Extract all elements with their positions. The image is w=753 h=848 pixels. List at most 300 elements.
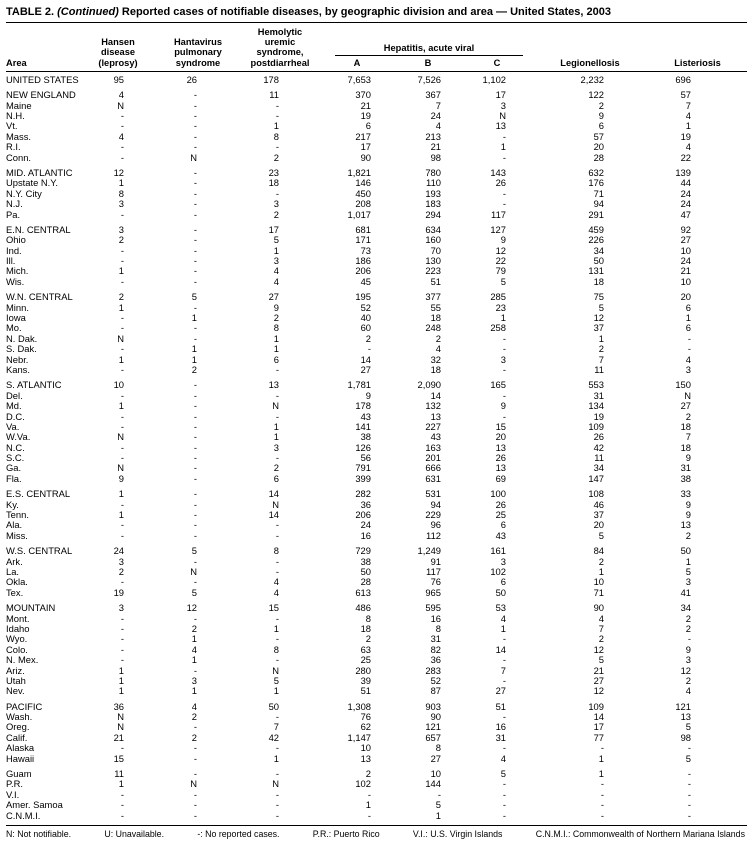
value-cell: 69: [495, 472, 506, 484]
hepatitis-subheaders: [321, 58, 531, 68]
column-header-legionellosis: [531, 27, 649, 71]
value-cell: -: [193, 99, 197, 111]
value-cell: 28: [360, 576, 371, 588]
value-cell: 8: [273, 643, 279, 655]
table-row: [6, 676, 747, 686]
value-cell: 3: [191, 674, 197, 686]
value-cell: -: [437, 788, 441, 800]
value-cell: 2: [365, 332, 371, 344]
value-cell: 1: [273, 685, 279, 697]
value-cell: 13: [495, 120, 506, 132]
value-cell: 43: [360, 410, 371, 422]
value-cell: -: [120, 612, 124, 624]
area-cell: Maine: [6, 99, 32, 111]
value-cell: 44: [680, 177, 691, 189]
value-cell: -: [120, 410, 124, 422]
area-cell: Ohio: [6, 234, 26, 246]
value-cell: 146: [355, 177, 371, 189]
area-cell: V.I.: [6, 788, 20, 800]
table-row: [6, 769, 747, 779]
value-cell: -: [120, 255, 124, 267]
table-row: [6, 142, 747, 152]
value-cell: 27: [680, 400, 691, 412]
area-cell: S. ATLANTIC: [6, 379, 62, 391]
value-cell: 1,249: [417, 545, 441, 557]
value-cell: 56: [360, 452, 371, 464]
value-cell: 3: [685, 576, 691, 588]
value-cell: 132: [425, 400, 441, 412]
value-cell: 7,653: [347, 73, 371, 85]
value-cell: -: [275, 612, 279, 624]
value-cell: 6: [685, 301, 691, 313]
value-cell: 4: [435, 343, 441, 355]
value-cell: -: [193, 431, 197, 443]
value-cell: 42: [268, 731, 279, 743]
value-cell: 17: [268, 223, 279, 235]
area-cell: Wyo.: [6, 633, 28, 645]
value-cell: 134: [588, 400, 604, 412]
value-cell: 27: [680, 234, 691, 246]
title-continued: (Continued): [54, 6, 122, 18]
table-row: [6, 686, 747, 696]
value-cell: -: [687, 799, 691, 811]
title-prefix: TABLE 2.: [6, 6, 55, 18]
value-cell: 486: [355, 602, 371, 614]
value-cell: 50: [495, 586, 506, 598]
value-cell: 2: [118, 291, 124, 303]
table-row: [6, 292, 747, 302]
area-cell: Vt.: [6, 120, 18, 132]
area-cell: Md.: [6, 400, 22, 412]
value-cell: 2,232: [580, 73, 604, 85]
value-cell: -: [502, 809, 506, 821]
value-cell: 1: [685, 312, 691, 324]
value-cell: -: [120, 141, 124, 153]
value-cell: -: [367, 343, 371, 355]
value-cell: 7: [685, 99, 691, 111]
value-cell: 22: [495, 255, 506, 267]
value-cell: 12: [593, 685, 604, 697]
value-cell: -: [120, 633, 124, 645]
value-cell: 5: [500, 275, 506, 287]
value-cell: 13: [495, 462, 506, 474]
value-cell: -: [502, 742, 506, 754]
value-cell: 127: [490, 223, 506, 235]
value-cell: 165: [490, 379, 506, 391]
value-cell: -: [275, 389, 279, 401]
value-cell: 131: [588, 265, 604, 277]
value-cell: 2: [598, 99, 604, 111]
value-cell: 370: [355, 89, 371, 101]
table-row: [6, 101, 747, 111]
value-cell: 450: [355, 187, 371, 199]
value-cell: 87: [430, 685, 441, 697]
table-row: [6, 510, 747, 520]
area-cell: Colo.: [6, 643, 28, 655]
value-cell: 632: [588, 166, 604, 178]
value-cell: 28: [593, 151, 604, 163]
value-cell: 38: [680, 472, 691, 484]
header-line: Area: [6, 57, 27, 68]
area-cell: Kans.: [6, 363, 30, 375]
value-cell: 4: [685, 353, 691, 365]
value-cell: 1: [598, 566, 604, 577]
value-cell: 27: [593, 674, 604, 686]
value-cell: 8: [273, 322, 279, 334]
value-cell: 1: [500, 141, 506, 153]
value-cell: 130: [425, 255, 441, 267]
column-header-hepatitis-c: C: [493, 57, 501, 68]
value-cell: -: [502, 778, 506, 790]
value-cell: 26: [495, 452, 506, 464]
value-cell: 5: [191, 291, 197, 303]
value-cell: 12: [593, 643, 604, 655]
value-cell: -: [193, 420, 197, 432]
value-cell: 595: [425, 602, 441, 614]
value-cell: 143: [490, 166, 506, 178]
value-cell: -: [502, 799, 506, 811]
area-cell: S.C.: [6, 452, 25, 464]
table-row: [6, 380, 747, 390]
value-cell: -: [120, 244, 124, 256]
value-cell: 91: [430, 555, 441, 567]
value-cell: 2,090: [417, 379, 441, 391]
area-cell: Tenn.: [6, 509, 29, 521]
value-cell: 90: [360, 151, 371, 163]
value-cell: -: [502, 674, 506, 686]
value-cell: 193: [425, 187, 441, 199]
value-cell: 1,147: [347, 731, 371, 743]
value-cell: -: [600, 778, 604, 790]
value-cell: 52: [430, 674, 441, 686]
value-cell: 57: [593, 130, 604, 142]
value-cell: 10: [680, 244, 691, 256]
value-cell: 10: [430, 768, 441, 780]
value-cell: 280: [355, 664, 371, 676]
value-cell: -: [193, 519, 197, 531]
value-cell: -: [275, 742, 279, 754]
area-cell: Minn.: [6, 301, 29, 313]
value-cell: -: [193, 234, 197, 246]
value-cell: 8: [118, 187, 124, 199]
value-cell: 531: [425, 488, 441, 500]
table-row: [6, 811, 747, 821]
value-cell: 102: [490, 566, 506, 577]
value-cell: 45: [360, 275, 371, 287]
value-cell: 3: [500, 99, 506, 111]
value-cell: 4: [685, 141, 691, 153]
value-cell: 73: [360, 244, 371, 256]
value-cell: -: [687, 332, 691, 344]
value-cell: 144: [425, 778, 441, 790]
column-header-listeriosis: [649, 27, 746, 71]
value-cell: -: [120, 498, 124, 510]
value-cell: 50: [680, 545, 691, 557]
value-cell: 1: [273, 343, 279, 355]
area-cell: MID. ATLANTIC: [6, 166, 73, 178]
area-cell: Wash.: [6, 711, 33, 723]
table-row: [6, 779, 747, 789]
footnote-virgin-islands: V.I.: U.S. Virgin Islands: [412, 828, 503, 839]
value-cell: 206: [355, 509, 371, 521]
area-cell: W.S. CENTRAL: [6, 545, 73, 557]
value-cell: 195: [355, 291, 371, 303]
table-row: [6, 634, 747, 644]
value-cell: -: [120, 151, 124, 163]
value-cell: -: [120, 643, 124, 655]
value-cell: 283: [425, 664, 441, 676]
value-cell: -: [687, 343, 691, 355]
value-cell: 10: [593, 576, 604, 588]
value-cell: 79: [495, 265, 506, 277]
value-cell: -: [120, 275, 124, 287]
value-cell: 1,821: [347, 166, 371, 178]
value-cell: -: [502, 151, 506, 163]
value-cell: 6: [598, 120, 604, 132]
value-cell: 7,526: [417, 73, 441, 85]
value-cell: -: [502, 711, 506, 723]
value-cell: 20: [495, 431, 506, 443]
table-row: [6, 800, 747, 810]
value-cell: 12: [186, 602, 197, 614]
division-group: [6, 702, 747, 764]
area-cell: N.Y. City: [6, 187, 42, 199]
value-cell: 229: [425, 509, 441, 521]
value-cell: -: [193, 452, 197, 464]
value-cell: N: [117, 99, 124, 111]
value-cell: 24: [113, 545, 124, 557]
value-cell: 6: [365, 120, 371, 132]
value-cell: -: [120, 441, 124, 453]
area-cell: N.J.: [6, 198, 23, 210]
value-cell: 17: [593, 721, 604, 733]
value-cell: 117: [426, 566, 441, 577]
value-cell: 16: [360, 529, 371, 541]
value-cell: 258: [490, 322, 506, 334]
value-cell: 1: [273, 431, 279, 443]
table-row: [6, 266, 747, 276]
column-header-hepatitis-a: A: [353, 57, 361, 68]
header-line: Hansen: [101, 37, 135, 48]
value-cell: 6: [685, 322, 691, 334]
value-cell: -: [193, 223, 197, 235]
value-cell: -: [120, 389, 124, 401]
value-cell: 1: [273, 120, 279, 132]
value-cell: 9: [685, 509, 691, 521]
value-cell: -: [687, 768, 691, 780]
value-cell: -: [120, 312, 124, 324]
value-cell: 12: [495, 244, 506, 256]
value-cell: 1: [118, 674, 124, 686]
value-cell: -: [193, 664, 197, 676]
footnote-not-notifiable: N: Not notifiable.: [6, 828, 72, 839]
value-cell: 291: [588, 208, 604, 220]
value-cell: 2: [685, 622, 691, 634]
value-cell: 1: [273, 332, 279, 344]
value-cell: 1: [598, 768, 604, 780]
value-cell: 9: [685, 498, 691, 510]
header-line: syndrome,: [256, 47, 304, 58]
value-cell: 4: [273, 586, 279, 598]
value-cell: 681: [355, 223, 371, 235]
value-cell: 21: [680, 265, 691, 277]
column-header-hantavirus: [157, 27, 239, 71]
value-cell: 613: [355, 586, 371, 598]
value-cell: 20: [593, 141, 604, 153]
area-cell: Ind.: [6, 244, 22, 256]
value-cell: N: [117, 721, 124, 733]
value-cell: 24: [680, 198, 691, 210]
area-cell: Idaho: [6, 622, 30, 634]
value-cell: 14: [593, 711, 604, 723]
value-cell: 2: [685, 410, 691, 422]
value-cell: 227: [425, 420, 441, 432]
table-row: [6, 666, 747, 676]
value-cell: 5: [500, 768, 506, 780]
value-cell: 399: [355, 472, 371, 484]
value-cell: 4: [191, 700, 197, 712]
value-cell: -: [193, 410, 197, 422]
table-row: [6, 614, 747, 624]
value-cell: 3: [685, 363, 691, 375]
value-cell: 26: [495, 177, 506, 189]
value-cell: 70: [430, 244, 441, 256]
value-cell: 24: [680, 255, 691, 267]
value-cell: 14: [430, 389, 441, 401]
area-cell: P.R.: [6, 778, 24, 790]
value-cell: 9: [685, 452, 691, 464]
area-cell: Iowa: [6, 312, 26, 324]
value-cell: 18: [360, 622, 371, 634]
value-cell: 92: [680, 223, 691, 235]
division-group: [6, 225, 747, 287]
area-cell: Oreg.: [6, 721, 30, 733]
value-cell: -: [502, 363, 506, 375]
value-cell: 18: [268, 177, 279, 189]
value-cell: 76: [360, 711, 371, 723]
area-cell: Ark.: [6, 555, 23, 567]
value-cell: 21: [593, 664, 604, 676]
value-cell: -: [687, 788, 691, 800]
value-cell: 5: [685, 721, 691, 733]
value-cell: -: [275, 768, 279, 780]
value-cell: -: [193, 198, 197, 210]
value-cell: 110: [426, 177, 441, 189]
value-cell: -: [120, 208, 124, 220]
value-cell: 183: [425, 198, 441, 210]
value-cell: 1: [500, 622, 506, 634]
value-cell: -: [502, 633, 506, 645]
area-cell: Guam: [6, 768, 32, 780]
value-cell: 4: [685, 685, 691, 697]
value-cell: 2: [191, 731, 197, 743]
value-cell: 176: [588, 177, 604, 189]
value-cell: -: [275, 452, 279, 464]
value-cell: 10: [113, 379, 124, 391]
value-cell: 5: [435, 799, 441, 811]
value-cell: 11: [594, 452, 604, 464]
value-cell: 31: [495, 731, 506, 743]
table-row: [6, 567, 747, 577]
value-cell: 90: [430, 711, 441, 723]
value-cell: 63: [360, 643, 371, 655]
value-cell: N: [684, 389, 691, 401]
area-cell: Utah: [6, 674, 26, 686]
table-row: [6, 246, 747, 256]
value-cell: 178: [355, 400, 371, 412]
table-row: [6, 500, 747, 510]
value-cell: 213: [425, 130, 441, 142]
value-cell: -: [193, 177, 197, 189]
value-cell: 71: [593, 187, 604, 199]
value-cell: 1,102: [482, 73, 506, 85]
division-group: [6, 546, 747, 598]
table-row: [6, 733, 747, 743]
header-line: uremic: [264, 37, 296, 48]
value-cell: 34: [680, 602, 691, 614]
value-cell: 43: [430, 431, 441, 443]
value-cell: -: [120, 622, 124, 634]
value-cell: -: [193, 742, 197, 754]
area-cell: Del.: [6, 389, 23, 401]
value-cell: 33: [680, 488, 691, 500]
area-cell: Hawaii: [6, 752, 35, 764]
value-cell: 1: [118, 488, 124, 500]
value-cell: 36: [113, 700, 124, 712]
value-cell: 37: [593, 509, 604, 521]
value-cell: 5: [598, 301, 604, 313]
value-cell: -: [275, 788, 279, 800]
value-cell: 1,308: [347, 700, 371, 712]
table-row: [6, 75, 747, 85]
value-cell: 21: [430, 141, 441, 153]
value-cell: -: [600, 742, 604, 754]
table-row: [6, 178, 747, 188]
area-cell: Conn.: [6, 151, 32, 163]
table-row: [6, 210, 747, 220]
value-cell: -: [687, 809, 691, 821]
area-cell: Amer. Samoa: [6, 799, 63, 811]
value-cell: -: [275, 809, 279, 821]
area-cell: Va.: [6, 420, 20, 432]
value-cell: 1: [118, 778, 124, 790]
value-cell: -: [120, 452, 124, 464]
header-line: Legionellosis: [560, 57, 620, 68]
value-cell: -: [193, 379, 197, 391]
value-cell: 24: [360, 519, 371, 531]
value-cell: 3: [118, 602, 124, 614]
value-cell: -: [120, 742, 124, 754]
area-cell: MOUNTAIN: [6, 602, 56, 614]
value-cell: N: [117, 332, 124, 344]
value-cell: -: [275, 410, 279, 422]
value-cell: N: [117, 462, 124, 474]
value-cell: 2: [273, 312, 279, 324]
value-cell: 1: [118, 400, 124, 412]
value-cell: 1: [118, 685, 124, 697]
value-cell: 31: [430, 633, 441, 645]
value-cell: 5: [191, 586, 197, 598]
value-cell: -: [193, 244, 197, 256]
value-cell: -: [600, 809, 604, 821]
table-row: [6, 132, 747, 142]
value-cell: 2: [365, 768, 371, 780]
footnote-cnmi: C.N.M.I.: Commonwealth of Northern Mariana Islands: [535, 828, 745, 839]
value-cell: -: [502, 332, 506, 344]
value-cell: 141: [355, 420, 371, 432]
value-cell: 1: [118, 509, 124, 521]
value-cell: -: [193, 89, 197, 101]
